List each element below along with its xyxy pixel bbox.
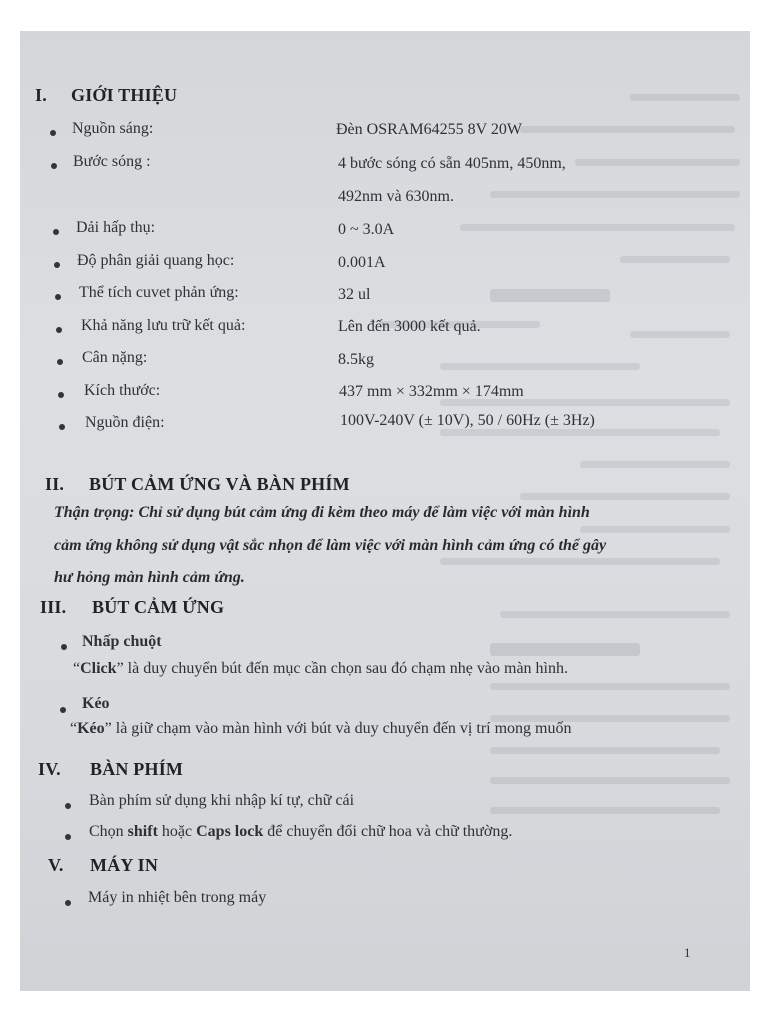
bullet-icon bbox=[57, 359, 63, 365]
spec-value-dimensions: 437 mm × 332mm × 174mm bbox=[339, 383, 524, 400]
caps-lock-keyword: Caps lock bbox=[196, 823, 264, 840]
bullet-icon bbox=[58, 392, 64, 398]
bullet-icon bbox=[53, 229, 59, 235]
spec-value-light-source: Đèn OSRAM64255 8V 20W bbox=[336, 121, 522, 138]
drag-desc-text: ” là giữ chạm vào màn hình với bút và duy chuyển đến vị trí mong muốn bbox=[104, 720, 572, 737]
spec-value-storage: Lên đến 3000 kết quả. bbox=[338, 318, 481, 335]
spec-label-optical-resolution: Độ phân giải quang học: bbox=[77, 252, 235, 269]
spec-value-weight: 8.5kg bbox=[338, 351, 374, 368]
drag-description bbox=[70, 720, 571, 738]
bullet-2-text: để chuyển đổi chữ hoa và chữ thường. bbox=[263, 823, 513, 840]
section-3-numeral: III. bbox=[40, 597, 67, 617]
bullet-icon bbox=[54, 262, 60, 268]
spec-label-wavelength: Bước sóng : bbox=[73, 153, 151, 170]
click-desc-text: ” là duy chuyển bút đến mục cần chọn sau đó chạm nhẹ vào màn hình. bbox=[116, 660, 568, 677]
section-3-title: BÚT CẢM ỨNG bbox=[92, 597, 225, 617]
section-3-heading bbox=[40, 597, 224, 618]
section-4-numeral: IV. bbox=[38, 759, 61, 779]
spec-value-cuvette-volume: 32 ul bbox=[338, 286, 371, 303]
spec-value-optical-resolution: 0.001A bbox=[338, 254, 386, 271]
section-2-title: BÚT CẢM ỨNG VÀ BÀN PHÍM bbox=[89, 474, 350, 494]
bullet-icon bbox=[65, 834, 71, 840]
spec-label-absorbance-range: Dải hấp thụ: bbox=[76, 219, 156, 236]
shift-keyword: shift bbox=[127, 823, 158, 840]
section-5-heading bbox=[48, 855, 158, 876]
click-keyword: Click bbox=[80, 660, 117, 677]
drag-keyword: Kéo bbox=[77, 720, 105, 737]
drag-subheading: Kéo bbox=[82, 695, 110, 712]
click-description bbox=[73, 660, 568, 678]
spec-value-wavelength-cont: 492nm và 630nm. bbox=[338, 188, 454, 205]
document-page bbox=[20, 31, 750, 991]
section-4-title: BÀN PHÍM bbox=[90, 759, 184, 779]
section-1-numeral: I. bbox=[35, 85, 47, 105]
spec-label-power: Nguồn điện: bbox=[85, 414, 165, 431]
section-5-title: MÁY IN bbox=[90, 855, 159, 875]
bullet-icon bbox=[65, 900, 71, 906]
open-quote: “ bbox=[73, 660, 81, 677]
spec-label-weight: Cân nặng: bbox=[82, 349, 148, 366]
printer-bullet-1: Máy in nhiệt bên trong máy bbox=[88, 889, 267, 906]
section-2-heading bbox=[45, 474, 350, 495]
caution-line: hư hỏng màn hình cảm ứng. bbox=[54, 569, 245, 586]
open-quote: “ bbox=[70, 720, 78, 737]
click-subheading: Nhấp chuột bbox=[82, 633, 162, 650]
bullet-icon bbox=[60, 707, 66, 713]
caution-line: Thận trọng: Chỉ sử dụng bút cảm ứng đi kèm theo máy để làm việc với màn hình bbox=[54, 504, 590, 521]
bullet-icon bbox=[59, 424, 65, 430]
bullet-icon bbox=[61, 644, 67, 650]
spec-label-storage: Khả năng lưu trữ kết quả: bbox=[81, 317, 246, 334]
bullet-2-text: Chọn bbox=[89, 823, 128, 840]
section-1-heading bbox=[35, 85, 177, 106]
bullet-2-text: hoặc bbox=[157, 823, 197, 840]
keyboard-bullet-2 bbox=[89, 823, 512, 841]
keyboard-bullet-1: Bàn phím sử dụng khi nhập kí tự, chữ cái bbox=[89, 792, 355, 809]
bullet-icon bbox=[55, 294, 61, 300]
page-number: 1 bbox=[684, 945, 691, 960]
bullet-icon bbox=[51, 163, 57, 169]
bullet-icon bbox=[50, 130, 56, 136]
section-4-heading bbox=[38, 759, 183, 780]
section-1-title: GIỚI THIỆU bbox=[71, 85, 178, 105]
spec-label-light-source: Nguồn sáng: bbox=[72, 120, 154, 137]
spec-label-dimensions: Kích thước: bbox=[84, 382, 161, 399]
bullet-icon bbox=[65, 803, 71, 809]
bullet-icon bbox=[56, 327, 62, 333]
caution-line: cảm ứng không sử dụng vật sắc nhọn để làm việc với màn hình cảm ứng có thể gây bbox=[54, 537, 607, 554]
section-5-numeral: V. bbox=[48, 855, 64, 875]
spec-label-cuvette-volume: Thể tích cuvet phản ứng: bbox=[79, 284, 239, 301]
spec-value-absorbance-range: 0 ~ 3.0A bbox=[338, 221, 395, 238]
spec-value-power: 100V-240V (± 10V), 50 / 60Hz (± 3Hz) bbox=[340, 412, 595, 429]
spec-value-wavelength: 4 bước sóng có sẵn 405nm, 450nm, bbox=[338, 155, 566, 172]
section-2-numeral: II. bbox=[45, 474, 65, 494]
